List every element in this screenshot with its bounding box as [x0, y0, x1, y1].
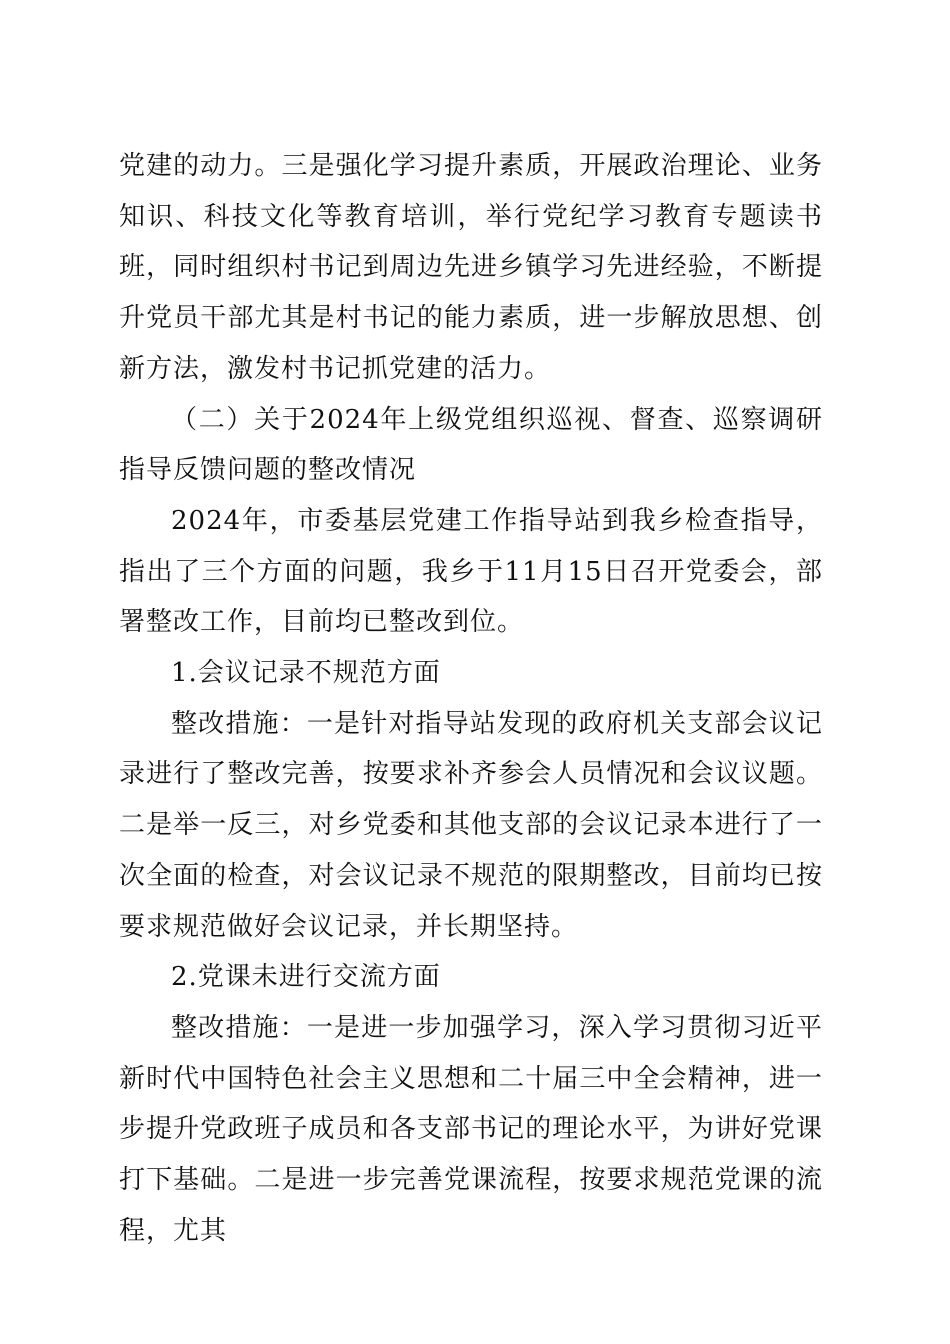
- section-heading-2: （二）关于2024年上级党组织巡视、督查、巡察调研指导反馈问题的整改情况: [119, 404, 823, 486]
- subheading-2: 2.党课未进行交流方面: [171, 962, 441, 993]
- body-paragraph-1: 党建的动力。三是强化学习提升素质，开展政治理论、业务知识、科技文化等教育培训，举行党纪学习教育专题读书班，同时组织村书记到周边先进乡镇学习先进经验，不断提升党员干部尤其是村书记的能力素质，进一步解放思想、创新方法，激发村书记抓党建的活力。: [119, 151, 823, 384]
- body-paragraph-5: 整改措施：一是针对指导站发现的政府机关支部会议记录进行了整改完善，按要求补齐参会人员情况和会议议题。二是举一反三，对乡党委和其他支部的会议记录本进行了一次全面的检查，对会议记录不规范的限期整改，目前均已按要求规范做好会议记录，并长期坚持。: [119, 708, 823, 942]
- body-paragraph-7: 整改措施：一是进一步加强学习，深入学习贯彻习近平新时代中国特色社会主义思想和二十届三中全会精神，进一步提升党政班子成员和各支部书记的理论水平，为讲好党课打下基础。二是进一步完善党课流程，按要求规范党课的流程，尤其: [119, 1012, 823, 1246]
- document-body: [119, 141, 823, 1256]
- body-paragraph-3: 2024年，市委基层党建工作指导站到我乡检查指导，指出了三个方面的问题，我乡于11月15日召开党委会，部署整改工作，目前均已整改到位。: [119, 505, 823, 638]
- subheading-1: 1.会议记录不规范方面: [171, 658, 441, 689]
